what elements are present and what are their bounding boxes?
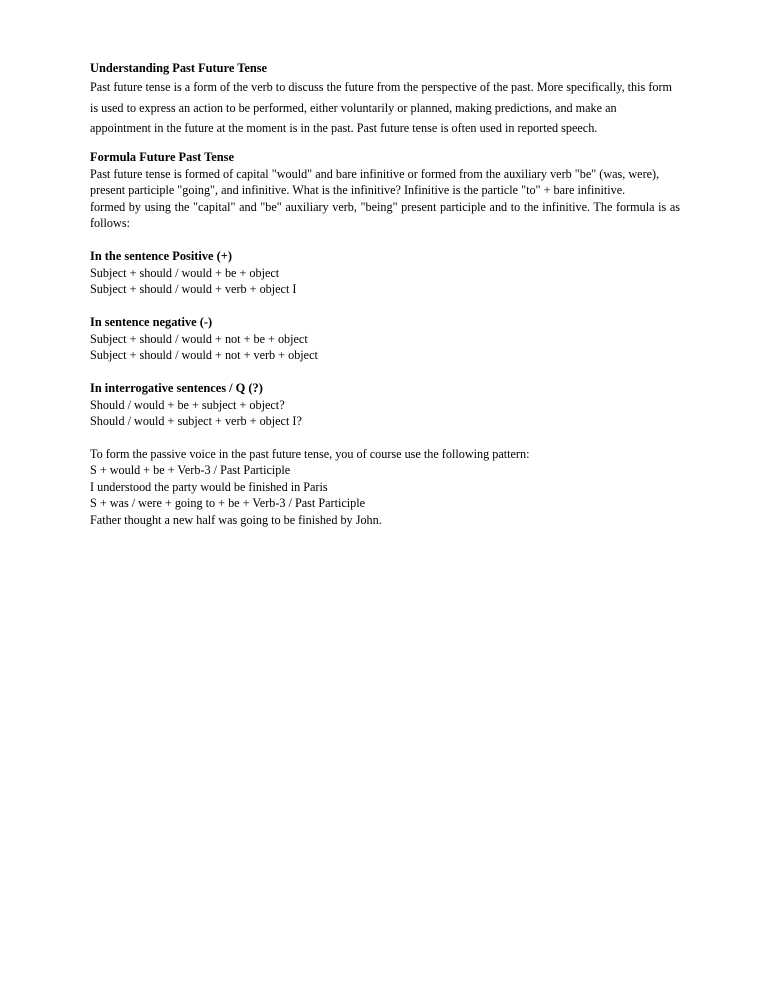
- spacer: [90, 139, 680, 149]
- passive-intro: To form the passive voice in the past future tense, you of course use the following pattern:: [90, 446, 530, 461]
- formula-line: Subject + should / would + not + verb + object: [90, 348, 318, 362]
- section-body-formula-continued: formed by using the "capital" and "be" auxiliary verb, "being" present participle and to the infinitive. The formula is as follows:: [90, 199, 680, 230]
- section-heading-formula: Formula Future Past Tense: [90, 149, 234, 164]
- section-body-formula: Past future tense is formed of capital "would" and bare infinitive or formed from the auxiliary verb "be" (was, were), present participle "going", and infinitive. What is the infinitive? Infinitive is the particle "to" + bare infinitive.: [90, 166, 660, 197]
- passive-formula-line: S + was / were + going to + be + Verb-3 / Past Participle: [90, 496, 366, 510]
- spacer: [90, 232, 680, 248]
- passive-formula-line: S + would + be + Verb-3 / Past Participle: [90, 463, 291, 477]
- formula-line: Subject + should / would + be + object: [90, 265, 280, 280]
- heading-interrogative: In interrogative sentences / Q (?): [90, 380, 263, 395]
- heading-positive: In the sentence Positive (+): [90, 248, 232, 263]
- passive-example-line: Father thought a new half was going to be finished by John.: [90, 512, 382, 527]
- formula-line: Should / would + be + subject + object?: [90, 397, 285, 412]
- formula-line: Subject + should / would + not + be + object: [90, 331, 308, 346]
- document-page: [90, 60, 680, 528]
- spacer: [90, 298, 680, 314]
- formula-line: Subject + should / would + verb + object I: [90, 282, 297, 296]
- passive-example-line: I understood the party would be finished in Paris: [90, 479, 328, 494]
- spacer: [90, 364, 680, 380]
- heading-negative: In sentence negative (-): [90, 314, 213, 329]
- section-heading-understanding: Understanding Past Future Tense: [90, 61, 268, 75]
- formula-line: Should / would + subject + verb + object I?: [90, 414, 302, 428]
- spacer: [90, 430, 680, 446]
- section-body-understanding: Past future tense is a form of the verb to discuss the future from the perspective of the past. More specifically, this form is used to express an action to be performed, either voluntarily or planned, making predictions, and make an appointment in the future at the moment is in the past. Past future tense is often used in reported speech.: [90, 80, 673, 135]
